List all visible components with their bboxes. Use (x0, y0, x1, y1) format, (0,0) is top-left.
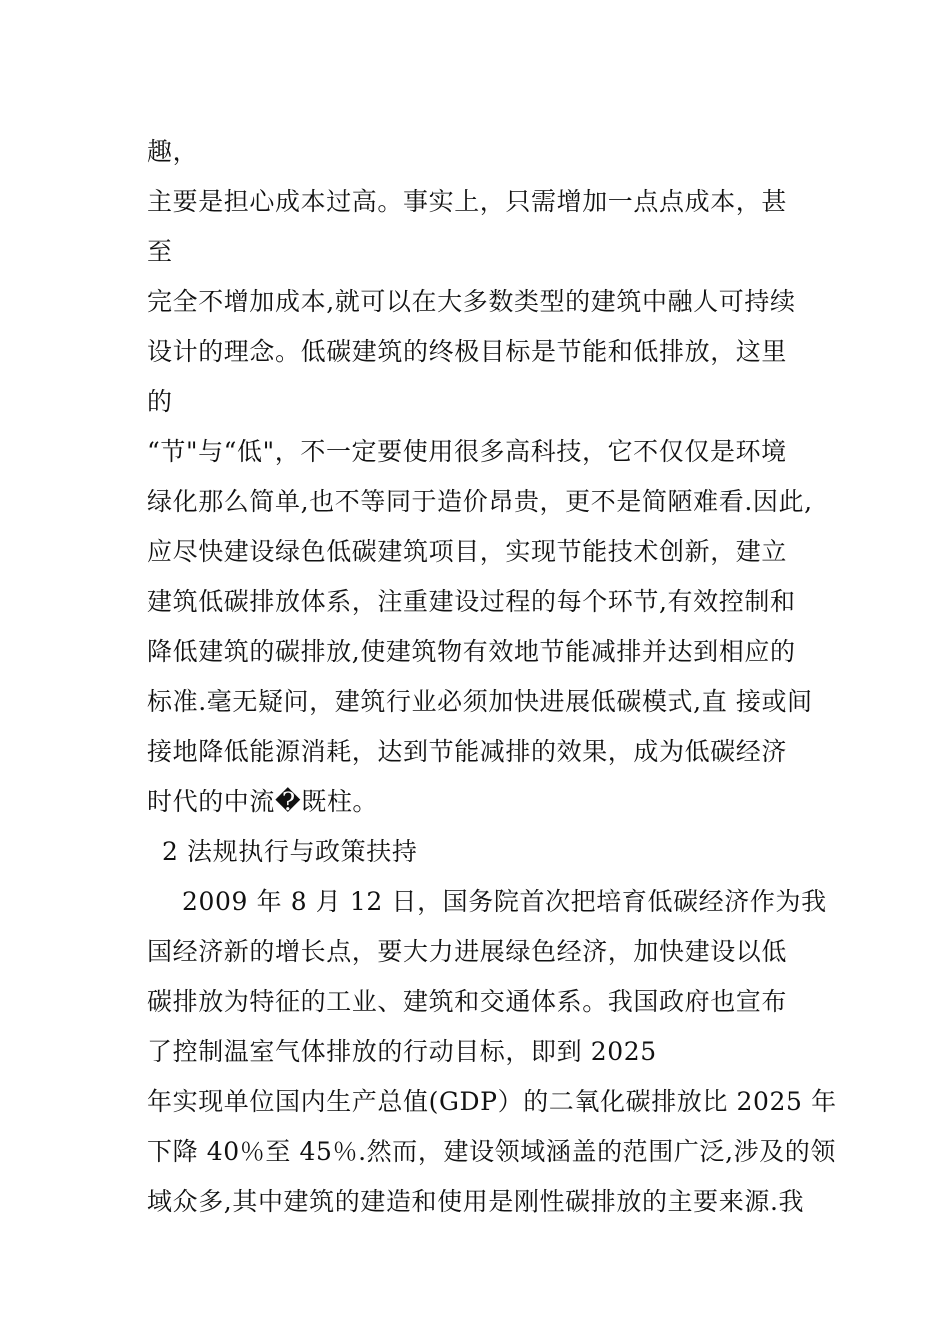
text-line: 设计的理念。低碳建筑的终极目标是节能和低排放，这里 (147, 337, 788, 366)
text-line: 趣， (147, 137, 199, 166)
text-line: 域众多,其中建筑的建造和使用是刚性碳排放的主要来源.我 (147, 1187, 805, 1216)
text-line: 碳排放为特征的工业、建筑和交通体系。我国政府也宣布 (147, 987, 788, 1016)
section-heading: 2 法规执行与政策扶持 (162, 837, 418, 866)
text-line: 绿化那么简单,也不等同于造价昂贵，更不是简陋难看.因此, (147, 487, 813, 516)
text-line: 标准.毫无疑问，建筑行业必须加快进展低碳模式,直 接或间 (147, 687, 813, 716)
text-line: 2009 年 8 月 12 日，国务院首次把培育低碳经济作为我 (182, 887, 827, 916)
text-line: 建筑低碳排放体系，注重建设过程的每个环节,有效控制和 (147, 587, 796, 616)
text-line: 接地降低能源消耗，达到节能减排的效果，成为低碳经济 (147, 737, 788, 766)
text-line: 年实现单位国内生产总值(GDP）的二氧化碳排放比 2025 年 (147, 1087, 837, 1116)
text-line: 了控制温室气体排放的行动目标，即到 2025 (147, 1037, 657, 1066)
text-line: 应尽快建设绿色低碳建筑项目，实现节能技术创新，建立 (147, 537, 788, 566)
text-line: 国经济新的增长点，要大力进展绿色经济，加快建设以低 (147, 937, 788, 966)
text-line: 完全不增加成本,就可以在大多数类型的建筑中融人可持续 (147, 287, 796, 316)
text-line: 主要是担心成本过高。事实上，只需增加一点点成本，甚 (147, 187, 788, 216)
text-line: 至 (147, 237, 173, 266)
text-line: 降低建筑的碳排放,使建筑物有效地节能减排并达到相应的 (147, 637, 796, 666)
text-line: 的 (147, 387, 173, 416)
text-line: “节"与“低"，不一定要使用很多高科技，它不仅仅是环境 (147, 437, 787, 466)
text-line: 下降 40％至 45％.然而，建设领域涵盖的范围广泛,涉及的领 (147, 1137, 837, 1166)
text-line: 时代的中流�既柱。 (147, 787, 379, 816)
